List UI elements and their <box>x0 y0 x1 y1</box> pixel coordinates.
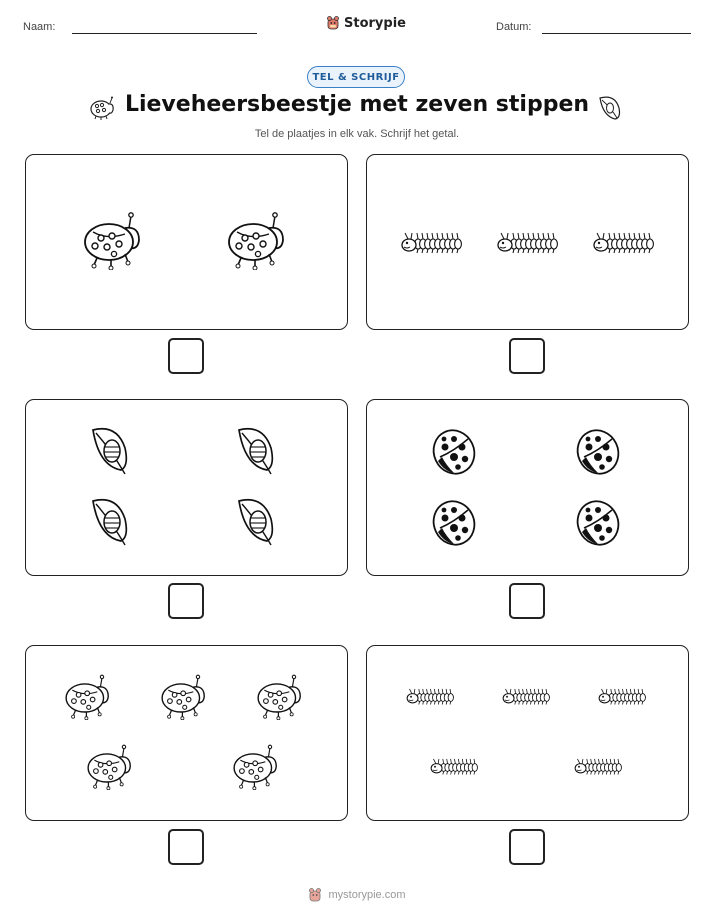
footer-url: mystorypie.com <box>328 889 406 901</box>
storypie-mascot-footer-icon <box>308 887 322 903</box>
ladybug-outline-icon <box>255 673 305 724</box>
ladybug-outline-icon <box>81 210 145 274</box>
caterpillar-icon <box>596 685 649 712</box>
count-panel-6 <box>366 645 689 821</box>
footer <box>0 887 714 903</box>
caterpillar-icon <box>398 228 466 262</box>
caterpillar-icon <box>590 228 658 262</box>
ladybug-outline-icon <box>63 673 113 724</box>
answer-box-6[interactable] <box>509 829 545 865</box>
count-panel-5 <box>25 645 348 821</box>
answer-box-3[interactable] <box>168 583 204 619</box>
ladybug-outline-icon <box>231 743 281 794</box>
leaf-pupa-icon <box>233 424 279 480</box>
caterpillar-icon <box>572 755 625 782</box>
leaf-title-icon <box>595 92 625 122</box>
brand-logo <box>326 15 406 31</box>
ladybug-spotted-icon <box>574 427 622 481</box>
leaf-pupa-icon <box>233 495 279 551</box>
caterpillar-icon <box>404 685 457 712</box>
count-panel-4 <box>366 399 689 576</box>
storypie-mascot-icon <box>326 15 340 31</box>
ladybug-outline-icon <box>159 673 209 724</box>
answer-box-5[interactable] <box>168 829 204 865</box>
date-label: Datum: <box>496 21 532 33</box>
leaf-pupa-icon <box>87 424 133 480</box>
ladybug-spotted-icon <box>574 498 622 552</box>
answer-box-2[interactable] <box>509 338 545 374</box>
caterpillar-icon <box>500 685 553 712</box>
brand-name: Storypie <box>344 15 406 31</box>
caterpillar-icon <box>428 755 481 782</box>
answer-box-1[interactable] <box>168 338 204 374</box>
ladybug-spotted-icon <box>430 498 478 552</box>
activity-badge: TEL & SCHRIJF <box>307 66 405 88</box>
count-panel-1 <box>25 154 348 330</box>
page-title: Lieveheersbeestje met zeven stippen <box>124 92 590 117</box>
date-line[interactable] <box>542 33 691 34</box>
ladybug-outline-icon <box>85 743 135 794</box>
leaf-pupa-icon <box>87 495 133 551</box>
ladybug-spotted-icon <box>430 427 478 481</box>
caterpillar-icon <box>494 228 562 262</box>
count-panel-3 <box>25 399 348 576</box>
ladybug-outline-icon <box>225 210 289 274</box>
instructions: Tel de plaatjes in elk vak. Schrijf het getal. <box>254 128 460 140</box>
answer-box-4[interactable] <box>509 583 545 619</box>
name-label: Naam: <box>23 21 56 33</box>
name-line[interactable] <box>72 33 257 34</box>
